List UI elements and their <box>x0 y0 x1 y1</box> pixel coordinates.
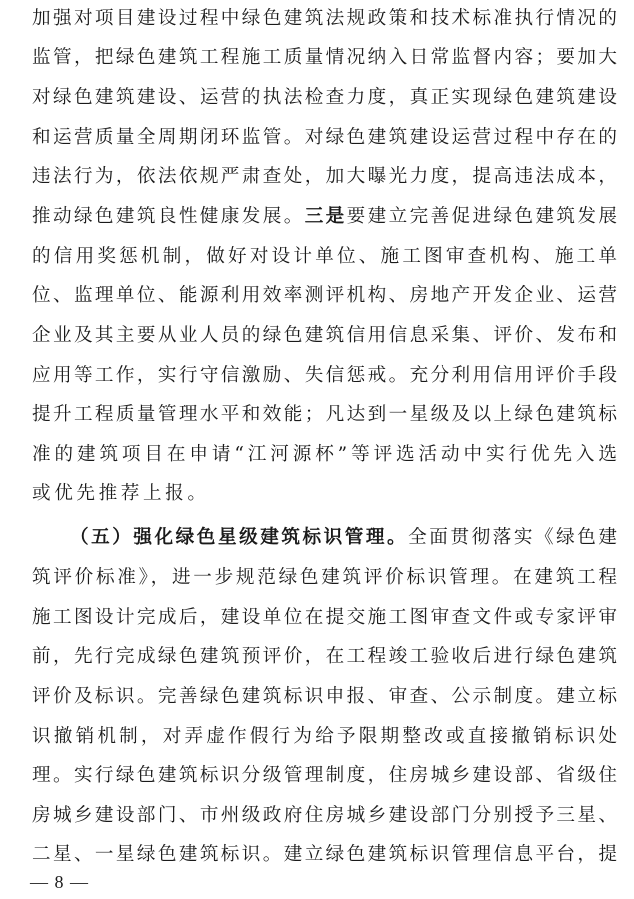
text-line: 应用等工作，实行守信激励、失信惩戒。充分利用信用评价手段 <box>32 365 617 386</box>
text-line: 和运营质量全周期闭环监管。对绿色建筑建设运营过程中存在的 <box>32 127 617 148</box>
text-line: 理。实行绿色建筑标识分级管理制度，住房城乡建设部、省级住 <box>32 765 617 786</box>
text-line: 或优先推荐上报。 <box>32 483 210 504</box>
text-line: 的信用奖惩机制，做好对设计单位、施工图审查机构、施工单 <box>32 246 617 267</box>
text-line: 加强对项目建设过程中绿色建筑法规政策和技术标准执行情况的 <box>32 8 617 29</box>
section-heading: （五）强化绿色星级建筑标识管理。 <box>70 527 409 548</box>
text-span: 全面贯彻落实《绿色建 <box>408 527 617 548</box>
text-line: 施工图设计完成后，建设单位在提交施工图审查文件或专家评审 <box>32 607 617 628</box>
text-line: 位、监理单位、能源利用效率测评机构、房地产开发企业、运营 <box>32 285 617 306</box>
text-line: 提升工程质量管理水平和效能；凡达到一星级及以上绿色建筑标 <box>32 404 617 425</box>
text-line: 准的建筑项目在申请“江河源杯”等评选活动中实行优先入选 <box>32 444 617 465</box>
text-line: 评价及标识。完善绿色建筑标识申报、审查、公示制度。建立标 <box>32 686 617 707</box>
text-span: 要建立完善促进绿色建筑发展 <box>346 206 617 227</box>
section-heading-line <box>70 523 617 553</box>
text-line-with-emphasis <box>32 202 617 232</box>
emphasis-span: 三是 <box>304 206 347 227</box>
text-span: 推动绿色建筑良性健康发展。 <box>32 206 305 227</box>
text-line: 违法行为，依法依规严肃查处，加大曝光力度，提高违法成本， <box>32 166 617 187</box>
text-line: 房城乡建设部门、市州级政府住房城乡建设部门分别授予三星、 <box>32 805 617 826</box>
text-line: 二星、一星绿色建筑标识。建立绿色建筑标识管理信息平台，提 <box>32 844 617 865</box>
text-line: 对绿色建筑建设、运营的执法检查力度，真正实现绿色建筑建设 <box>32 87 617 108</box>
page-number: — 8 — <box>30 872 89 892</box>
text-line: 识撤销机制，对弄虚作假行为给予限期整改或直接撤销标识处 <box>32 726 617 747</box>
text-line: 监管，把绿色建筑工程施工质量情况纳入日常监督内容；要加大 <box>32 47 617 68</box>
text-line: 筑评价标准》，进一步规范绿色建筑评价标识管理。在建筑工程 <box>32 567 617 588</box>
text-line: 前，先行完成绿色建筑预评价，在工程竣工验收后进行绿色建筑 <box>32 646 617 667</box>
text-line: 企业及其主要从业人员的绿色建筑信用信息采集、评价、发布和 <box>32 325 617 346</box>
